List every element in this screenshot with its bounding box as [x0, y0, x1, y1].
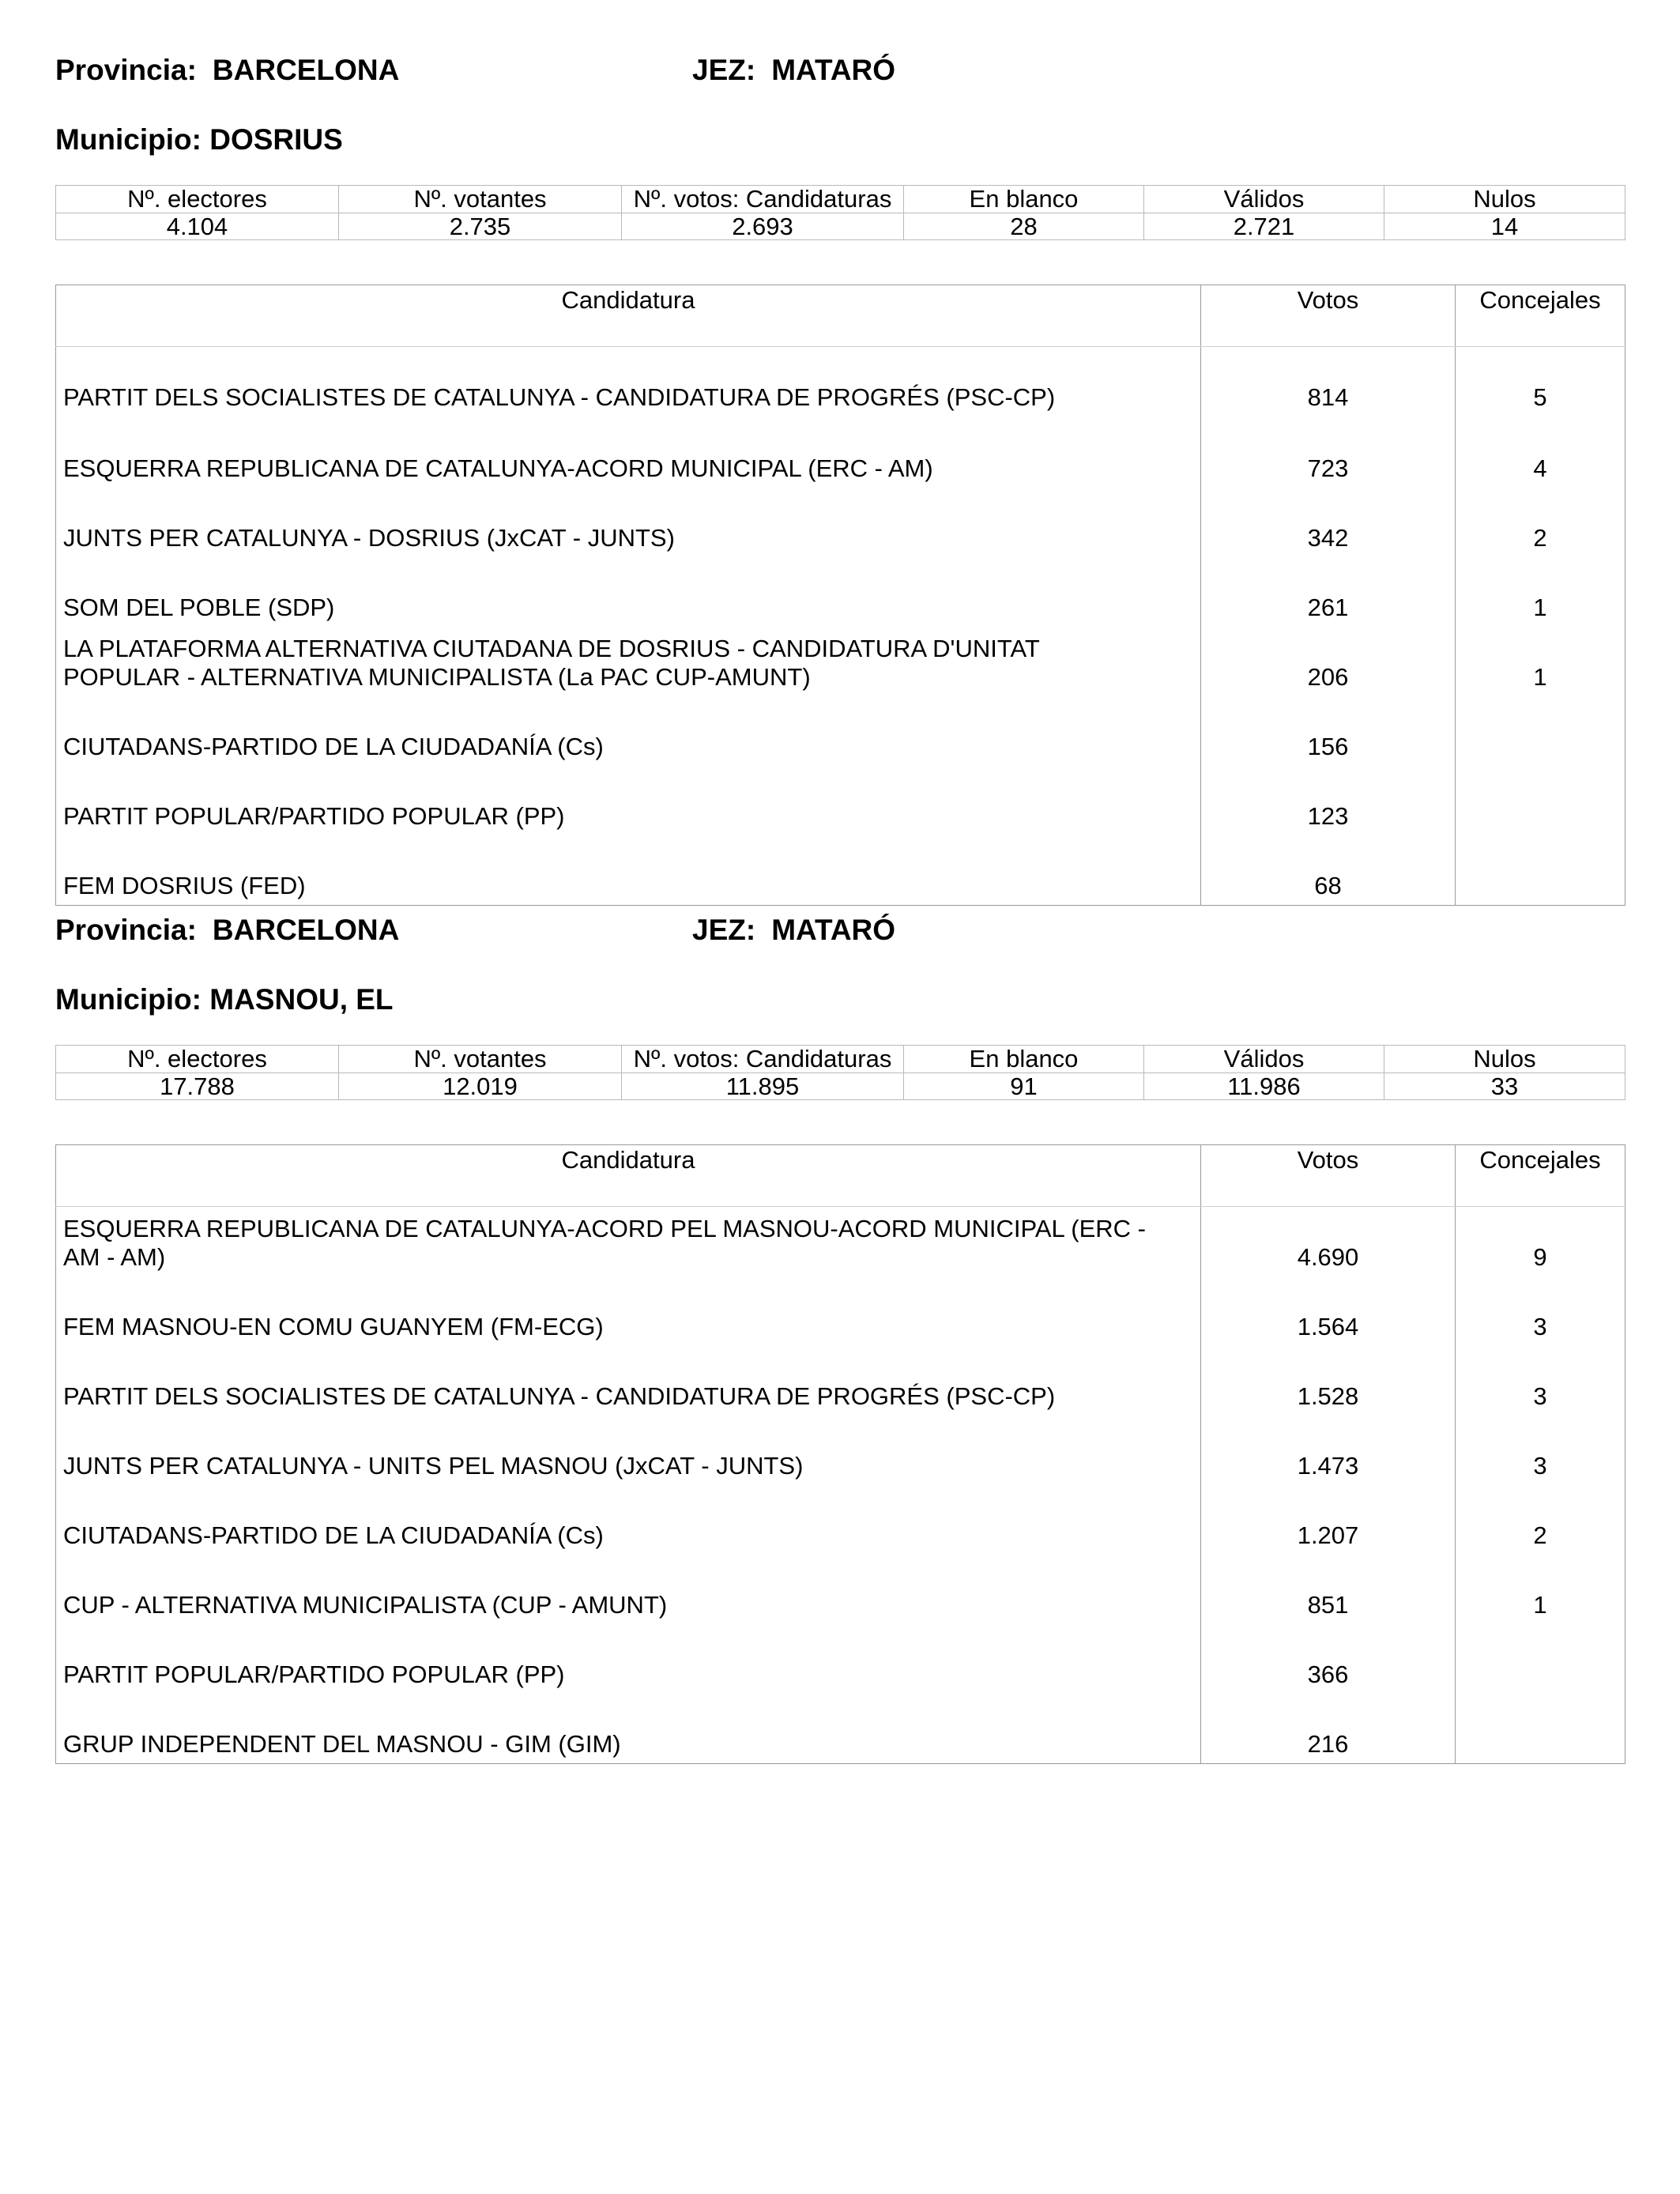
col-nulos: Nulos [1384, 1046, 1625, 1073]
candidatura-name: ESQUERRA REPUBLICANA DE CATALUNYA-ACORD MUNICIPAL (ERC - AM) [63, 454, 933, 482]
electores-value: 17.788 [56, 1073, 339, 1100]
provincia-heading [55, 51, 399, 90]
concejales-value: 3 [1456, 1416, 1625, 1485]
votos-value: 216 [1201, 1694, 1456, 1764]
concejales-value [1456, 766, 1625, 835]
validos-value: 2.721 [1144, 213, 1384, 240]
votantes-value: 2.735 [339, 213, 622, 240]
summary-header-row [56, 1046, 1625, 1073]
concejales-value [1456, 696, 1625, 766]
provincia-label: Provincia: [55, 54, 197, 86]
provincia-label: Provincia: [55, 914, 197, 946]
municipio-label: Municipio: [55, 983, 202, 1016]
municipality-section [55, 910, 1625, 1758]
votos-value: 123 [1201, 766, 1456, 835]
votos-candidaturas-value: 2.693 [622, 213, 904, 240]
votos-value: 723 [1201, 418, 1456, 488]
results-header-row [56, 285, 1625, 347]
col-en-blanco: En blanco [904, 186, 1144, 213]
summary-values-row [56, 213, 1625, 240]
candidatura-name: FEM MASNOU-EN COMU GUANYEM (FM-ECG) [63, 1313, 604, 1340]
votos-value: 814 [1201, 347, 1456, 419]
table-row [56, 1276, 1625, 1346]
table-row [56, 1624, 1625, 1694]
table-row [56, 766, 1625, 835]
table-row [56, 1555, 1625, 1624]
results-header-row [56, 1145, 1625, 1207]
municipality-section [55, 51, 1625, 899]
col-validos: Válidos [1144, 1046, 1384, 1073]
municipio-value: DOSRIUS [209, 123, 343, 156]
concejales-value: 1 [1456, 557, 1625, 627]
en-blanco-value: 28 [904, 213, 1144, 240]
municipio-heading [55, 120, 343, 160]
candidatura-name: CIUTADANS-PARTIDO DE LA CIUDADANÍA (Cs) [63, 1521, 604, 1549]
concejales-value [1456, 1694, 1625, 1764]
votos-value: 366 [1201, 1624, 1456, 1694]
candidatura-name: PARTIT DELS SOCIALISTES DE CATALUNYA - CANDIDATURA DE PROGRÉS (PSC-CP) [63, 1382, 1056, 1410]
col-votos: Votos [1201, 1145, 1456, 1207]
candidatura-name: LA PLATAFORMA ALTERNATIVA CIUTADANA DE DOSRIUS - CANDIDATURA D'UNITAT POPULAR - ALTERNATIVA MUNICIPALISTA (La PAC CUP-AMUNT) [63, 635, 1040, 691]
table-row [56, 835, 1625, 906]
table-row [56, 418, 1625, 488]
nulos-value: 33 [1384, 1073, 1625, 1100]
header-line [55, 910, 1625, 950]
candidatura-name: PARTIT DELS SOCIALISTES DE CATALUNYA - CANDIDATURA DE PROGRÉS (PSC-CP) [63, 383, 1056, 411]
table-row [56, 1207, 1625, 1277]
votos-value: 206 [1201, 627, 1456, 696]
candidatura-name: SOM DEL POBLE (SDP) [63, 594, 335, 621]
jez-label: JEZ: [692, 914, 756, 946]
provincia-heading [55, 910, 399, 950]
candidatura-name: PARTIT POPULAR/PARTIDO POPULAR (PP) [63, 802, 565, 830]
header-line [55, 51, 1625, 90]
summary-header-row [56, 186, 1625, 213]
votantes-value: 12.019 [339, 1073, 622, 1100]
table-row [56, 696, 1625, 766]
col-candidatura: Candidatura [56, 1145, 1201, 1207]
votos-value: 342 [1201, 488, 1456, 557]
table-row [56, 347, 1625, 419]
col-concejales: Concejales [1456, 285, 1625, 347]
concejales-value: 2 [1456, 1485, 1625, 1555]
municipio-label: Municipio: [55, 123, 202, 156]
candidatura-name: PARTIT POPULAR/PARTIDO POPULAR (PP) [63, 1661, 565, 1688]
summary-table [55, 185, 1625, 240]
table-row [56, 1416, 1625, 1485]
votos-candidaturas-value: 11.895 [622, 1073, 904, 1100]
table-row [56, 1346, 1625, 1416]
col-votos-candidaturas: Nº. votos: Candidaturas [622, 186, 904, 213]
concejales-value [1456, 1624, 1625, 1694]
summary-values-row [56, 1073, 1625, 1100]
jez-value: MATARÓ [771, 54, 896, 86]
col-votantes: Nº. votantes [339, 186, 622, 213]
votos-value: 1.564 [1201, 1276, 1456, 1346]
col-nulos: Nulos [1384, 186, 1625, 213]
concejales-value: 4 [1456, 418, 1625, 488]
col-candidatura: Candidatura [56, 285, 1201, 347]
jez-heading [692, 910, 895, 950]
candidatura-name: FEM DOSRIUS (FED) [63, 872, 306, 899]
table-row [56, 627, 1625, 696]
col-votos: Votos [1201, 285, 1456, 347]
votos-value: 1.207 [1201, 1485, 1456, 1555]
nulos-value: 14 [1384, 213, 1625, 240]
table-row [56, 1694, 1625, 1764]
table-row [56, 557, 1625, 627]
candidatura-name: CIUTADANS-PARTIDO DE LA CIUDADANÍA (Cs) [63, 733, 604, 760]
summary-table [55, 1045, 1625, 1100]
concejales-value: 1 [1456, 1555, 1625, 1624]
votos-value: 68 [1201, 835, 1456, 906]
col-electores: Nº. electores [56, 186, 339, 213]
concejales-value: 3 [1456, 1346, 1625, 1416]
provincia-value: BARCELONA [212, 914, 400, 946]
municipio-value: MASNOU, EL [209, 983, 394, 1016]
votos-value: 1.528 [1201, 1346, 1456, 1416]
electores-value: 4.104 [56, 213, 339, 240]
provincia-value: BARCELONA [212, 54, 400, 86]
table-row [56, 488, 1625, 557]
votos-value: 851 [1201, 1555, 1456, 1624]
validos-value: 11.986 [1144, 1073, 1384, 1100]
votos-value: 4.690 [1201, 1207, 1456, 1277]
concejales-value: 5 [1456, 347, 1625, 419]
candidatura-name: GRUP INDEPENDENT DEL MASNOU - GIM (GIM) [63, 1730, 621, 1758]
results-table [55, 285, 1625, 906]
col-concejales: Concejales [1456, 1145, 1625, 1207]
votos-value: 156 [1201, 696, 1456, 766]
en-blanco-value: 91 [904, 1073, 1144, 1100]
col-electores: Nº. electores [56, 1046, 339, 1073]
jez-heading [692, 51, 895, 90]
candidatura-name: CUP - ALTERNATIVA MUNICIPALISTA (CUP - AMUNT) [63, 1591, 668, 1619]
results-table [55, 1144, 1625, 1764]
concejales-value: 2 [1456, 488, 1625, 557]
votos-value: 1.473 [1201, 1416, 1456, 1485]
jez-value: MATARÓ [771, 914, 896, 946]
col-en-blanco: En blanco [904, 1046, 1144, 1073]
concejales-value [1456, 835, 1625, 906]
col-votos-candidaturas: Nº. votos: Candidaturas [622, 1046, 904, 1073]
candidatura-name: ESQUERRA REPUBLICANA DE CATALUNYA-ACORD PEL MASNOU-ACORD MUNICIPAL (ERC - AM - AM) [63, 1215, 1146, 1271]
candidatura-name: JUNTS PER CATALUNYA - DOSRIUS (JxCAT - JUNTS) [63, 524, 675, 552]
votos-value: 261 [1201, 557, 1456, 627]
col-validos: Válidos [1144, 186, 1384, 213]
jez-label: JEZ: [692, 54, 756, 86]
table-row [56, 1485, 1625, 1555]
concejales-value: 9 [1456, 1207, 1625, 1277]
concejales-value: 1 [1456, 627, 1625, 696]
col-votantes: Nº. votantes [339, 1046, 622, 1073]
municipio-heading [55, 980, 394, 1020]
candidatura-name: JUNTS PER CATALUNYA - UNITS PEL MASNOU (JxCAT - JUNTS) [63, 1452, 804, 1480]
concejales-value: 3 [1456, 1276, 1625, 1346]
